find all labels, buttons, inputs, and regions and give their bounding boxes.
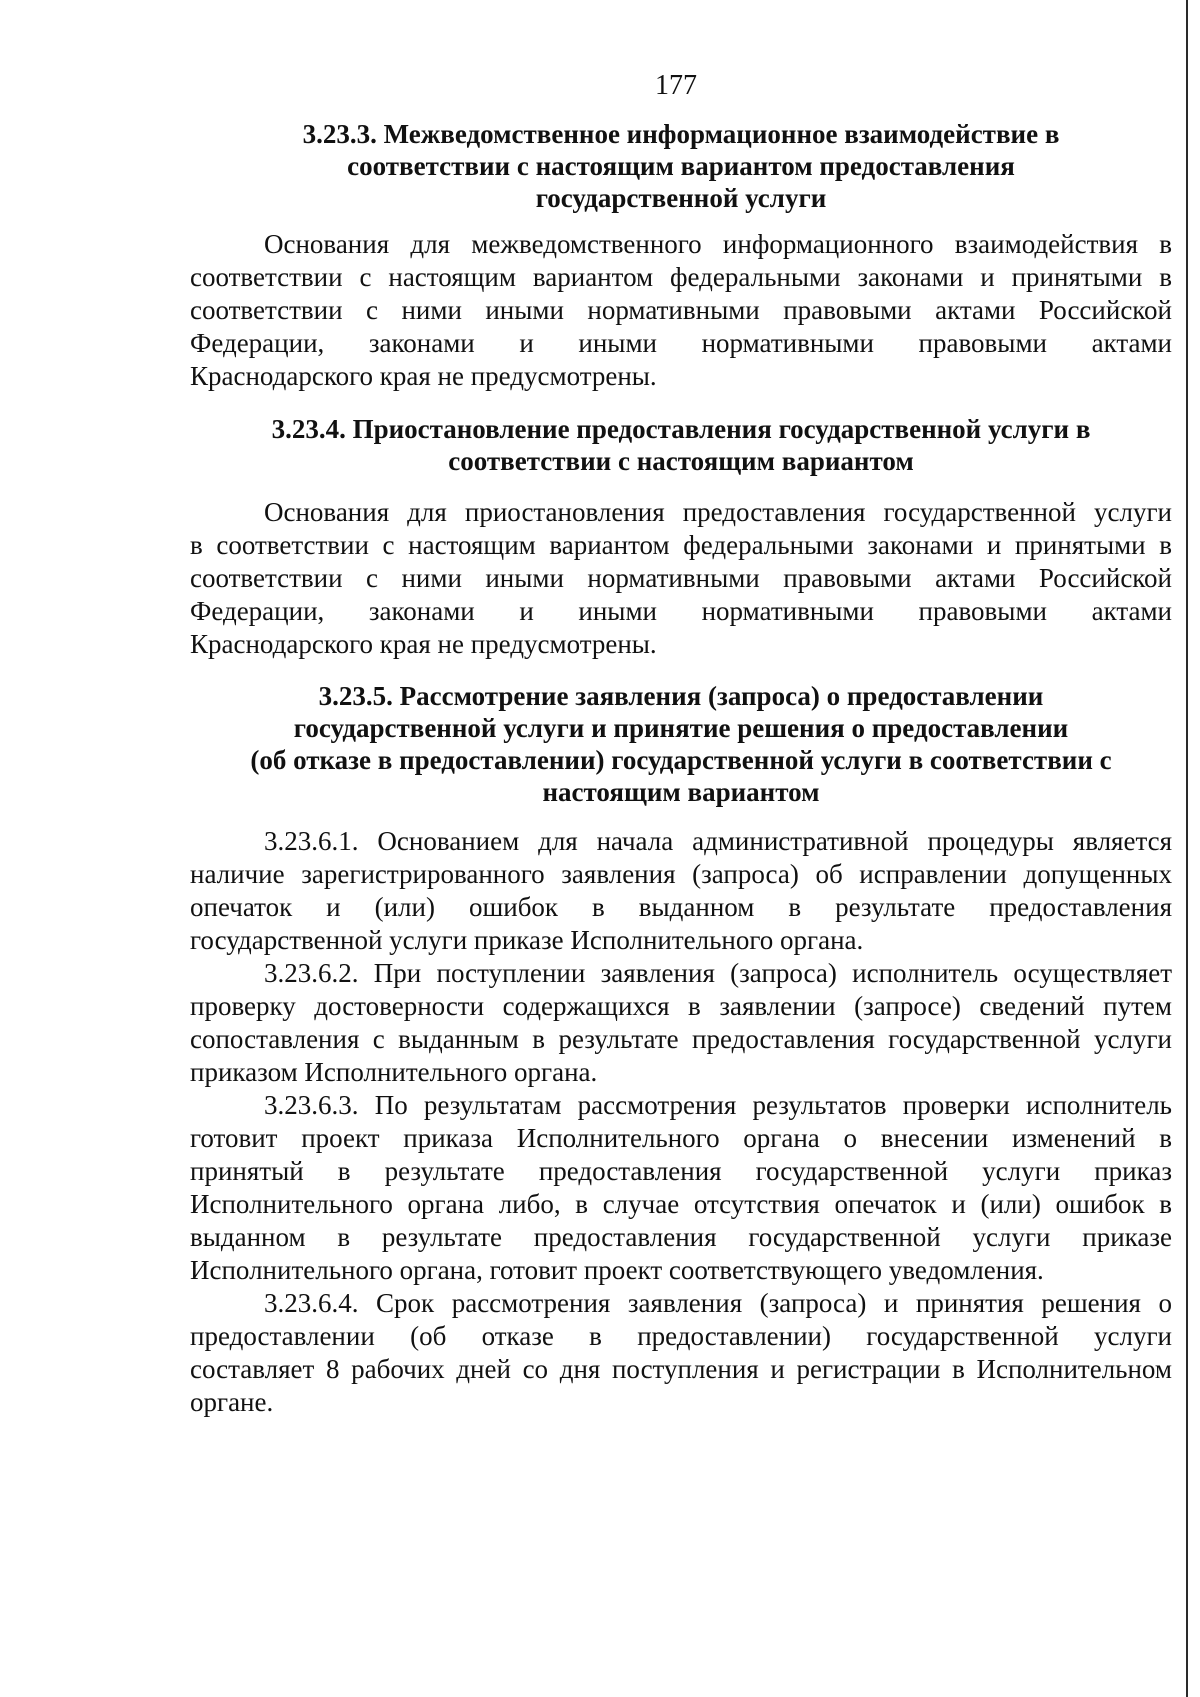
section-heading-3-23-5 (190, 680, 1172, 808)
text-line: соответствии с ними иными нормативными правовыми актами Российской (190, 295, 1172, 325)
paragraph-3-23-4 (190, 496, 1172, 661)
heading-line: 3.23.3. Межведомственное информационное взаимодействие в (302, 119, 1060, 149)
text-line: опечаток и (или) ошибок в выданном в результате предоставления (190, 892, 1172, 922)
text-line: Основания для межведомственного информационного взаимодействия в (264, 229, 1172, 259)
text-line: готовит проект приказа Исполнительного органа о внесении изменений в (190, 1123, 1172, 1153)
text-line: Федерации, законами и иными нормативными правовыми актами (190, 328, 1172, 358)
heading-line: соответствии с настоящим вариантом предоставления (347, 151, 1015, 181)
text-line: приказом Исполнительного органа. (190, 1057, 598, 1087)
heading-line: государственной услуги и принятие решения о предоставлении (293, 713, 1069, 743)
text-line: Краснодарского края не предусмотрены. (190, 361, 657, 391)
text-line: 3.23.6.4. Срок рассмотрения заявления (запроса) и принятия решения о (264, 1288, 1172, 1318)
text-line: 3.23.6.1. Основанием для начала административной процедуры является (264, 826, 1172, 856)
text-line: Исполнительного органа либо, в случае отсутствия опечаток и (или) ошибок в (190, 1189, 1172, 1219)
text-line: проверку достоверности содержащихся в заявлении (запросе) сведений путем (190, 991, 1172, 1021)
paragraph-3-23-6-3 (190, 1089, 1172, 1287)
text-line: в соответствии с настоящим вариантом федеральными законами и принятыми в (190, 530, 1172, 560)
text-line: Исполнительного органа, готовит проект соответствующего уведомления. (190, 1255, 1044, 1285)
text-line: составляет 8 рабочих дней со дня поступления и регистрации в Исполнительном (190, 1354, 1172, 1384)
paragraph-3-23-6-2 (190, 957, 1172, 1089)
text-line: принятый в результате предоставления государственной услуги приказ (190, 1156, 1172, 1186)
text-line: 3.23.6.3. По результатам рассмотрения результатов проверки исполнитель (264, 1090, 1172, 1120)
paragraph-3-23-6-1 (190, 825, 1172, 957)
page-number: 177 (655, 70, 697, 101)
heading-line: 3.23.5. Рассмотрение заявления (запроса) о предоставлении (318, 681, 1044, 711)
body-3-23-5 (190, 825, 1172, 1419)
text-line: выданном в результате предоставления государственной услуги приказе (190, 1222, 1172, 1252)
text-line: государственной услуги приказе Исполнительного органа. (190, 925, 864, 955)
text-line: Основания для приостановления предоставления государственной услуги (264, 497, 1172, 527)
section-heading-3-23-4 (190, 413, 1172, 477)
text-line: 3.23.6.2. При поступлении заявления (запроса) исполнитель осуществляет (264, 958, 1172, 988)
text-line: соответствии с настоящим вариантом федеральными законами и принятыми в (190, 262, 1172, 292)
heading-line: 3.23.4. Приостановление предоставления государственной услуги в (271, 414, 1091, 444)
heading-line: (об отказе в предоставлении) государственной услуги в соответствии с (250, 745, 1112, 775)
paragraph-3-23-6-4 (190, 1287, 1172, 1419)
heading-line: настоящим вариантом (542, 777, 820, 807)
page-edge-line (1186, 0, 1188, 1697)
text-line: Федерации, законами и иными нормативными правовыми актами (190, 596, 1172, 626)
section-heading-3-23-3 (190, 118, 1172, 214)
text-line: соответствии с ними иными нормативными правовыми актами Российской (190, 563, 1172, 593)
paragraph-3-23-3 (190, 228, 1172, 393)
heading-line: соответствии с настоящим вариантом (448, 446, 914, 476)
heading-line: государственной услуги (535, 183, 827, 213)
text-line: Краснодарского края не предусмотрены. (190, 629, 657, 659)
text-line: сопоставления с выданным в результате предоставления государственной услуги (190, 1024, 1172, 1054)
text-line: предоставлении (об отказе в предоставлении) государственной услуги (190, 1321, 1172, 1351)
text-line: наличие зарегистрированного заявления (запроса) об исправлении допущенных (190, 859, 1172, 889)
text-line: органе. (190, 1387, 274, 1417)
